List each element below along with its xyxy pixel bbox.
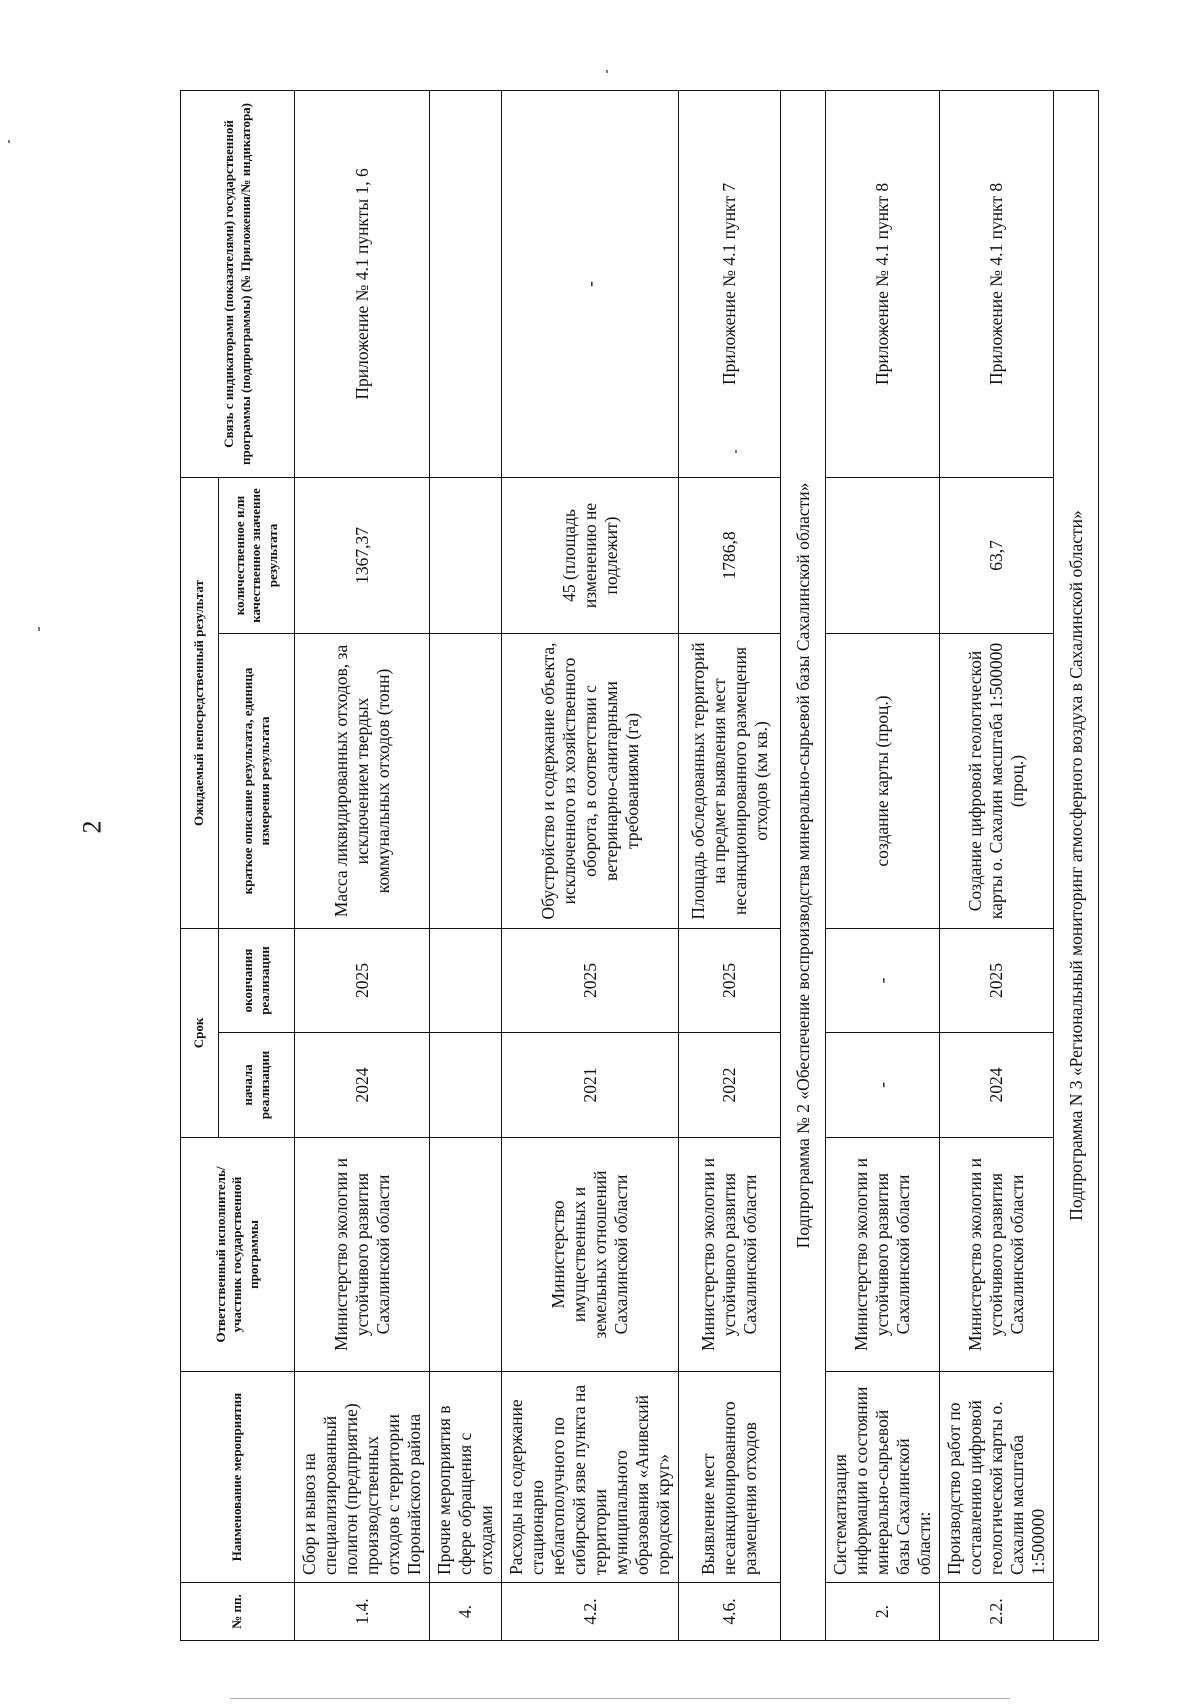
row-name: Расходы на содержание стационарно неблагополучного по сибирской язве пункта на территории муниципального образования «Анивский городской круг» xyxy=(502,1372,679,1583)
header-link: Связь с индикаторами (показателями) государственной программы (подпрограммы) (№ Приложения/№ индикатора) xyxy=(181,90,295,477)
header-executor: Ответственный исполнитель/участник государственной программы xyxy=(181,1138,295,1372)
row-num: 4. xyxy=(430,1583,502,1641)
row-executor: Министерство экологии и устойчивого развития Сахалинской области xyxy=(826,1138,940,1372)
page-number: 2 xyxy=(77,820,107,834)
row-start: 2021 xyxy=(502,1033,679,1138)
subprogram-row xyxy=(1054,90,1099,1640)
row-start: 2022 xyxy=(679,1033,781,1138)
row-link: Приложение № 4.1 пункт 8 xyxy=(940,90,1054,477)
row-num: 2.2. xyxy=(940,1583,1054,1641)
row-executor: Министерство экологии и устойчивого развития Сахалинской области xyxy=(679,1138,781,1372)
row-result-desc: Площадь обследованных территорий на предмет выявления мест несанкционированного размещения отходов (км кв.) xyxy=(679,633,781,928)
header-term: Срок xyxy=(181,928,219,1137)
scan-dot xyxy=(735,450,737,453)
row-link: Приложение № 4.1 пункт 7 xyxy=(679,90,781,477)
row-start: 2024 xyxy=(295,1033,430,1138)
row-result-value: 1367,37 xyxy=(295,477,430,633)
row-result-desc: Создание цифровой геологической карты о. Сахалин масштаба 1:500000 (проц.) xyxy=(940,633,1054,928)
row-result-value xyxy=(430,477,502,633)
header-result-value: количественное или качественное значение результата xyxy=(219,477,295,633)
row-result-desc xyxy=(430,633,502,928)
table-row xyxy=(940,90,1054,1640)
rotated-table-wrapper xyxy=(180,91,1086,1641)
row-start: - xyxy=(826,1033,940,1138)
header-result-desc: краткое описание результата, единица измерения результата xyxy=(219,633,295,928)
row-start xyxy=(430,1033,502,1138)
scan-dot xyxy=(8,140,10,143)
header-term-end: окончания реализации xyxy=(219,928,295,1032)
row-link: Приложение № 4.1 пункт 8 xyxy=(826,90,940,477)
row-num: 2. xyxy=(826,1583,940,1641)
row-executor: Министерство экологии и устойчивого развития Сахалинской области xyxy=(940,1138,1054,1372)
row-executor: Министерство имущественных и земельных отношений Сахалинской области xyxy=(502,1138,679,1372)
row-name: Систематизация информации о состоянии минерально-сырьевой базы Сахалинской области: xyxy=(826,1372,940,1583)
header-name: Наименование мероприятия xyxy=(181,1372,295,1583)
row-end: - xyxy=(826,928,940,1032)
row-end: 2025 xyxy=(295,928,430,1032)
row-end: 2025 xyxy=(940,928,1054,1032)
row-executor: Министерство экологии и устойчивого развития Сахалинской области xyxy=(295,1138,430,1372)
row-num: 4.6. xyxy=(679,1583,781,1641)
subprogram-title: Подпрограмма № 2 «Обеспечение воспроизводства минерально-сырьевой базы Сахалинской области» xyxy=(781,90,826,1640)
header-num: № пп. xyxy=(181,1583,295,1641)
activities-table xyxy=(180,90,1099,1641)
scan-dot xyxy=(606,70,608,73)
table-row xyxy=(295,90,430,1640)
row-result-desc: Обустройство и содержание объекта, исключенного из хозяйственного оборота, в соответствии с ветеринарно-санитарными требованиями (га) xyxy=(502,633,679,928)
row-end xyxy=(430,928,502,1032)
row-name: Прочие мероприятия в сфере обращения с отходами xyxy=(430,1372,502,1583)
row-link xyxy=(430,90,502,477)
row-result-value: 45 (площадь изменению не подлежит) xyxy=(502,477,679,633)
table-row xyxy=(430,90,502,1640)
row-name: Выявление мест несанкционированного размещения отходов xyxy=(679,1372,781,1583)
row-link: - xyxy=(502,90,679,477)
subprogram-title: Подпрограмма N 3 «Региональный мониторинг атмосферного воздуха в Сахалинской области» xyxy=(1054,90,1099,1640)
row-end: 2025 xyxy=(502,928,679,1032)
table-row xyxy=(826,90,940,1640)
scan-line xyxy=(230,1698,1010,1699)
row-name: Сбор и вывоз на специализированный полигон (предприятие) производственных отходов с территории Поронайского района xyxy=(295,1372,430,1583)
row-result-value xyxy=(826,477,940,633)
row-executor xyxy=(430,1138,502,1372)
table-row xyxy=(502,90,679,1640)
row-link: Приложение № 4.1 пункты 1, 6 xyxy=(295,90,430,477)
header-term-start: начала реализации xyxy=(219,1033,295,1138)
row-name: Производство работ по составлению цифровой геологической карты о. Сахалин масштаба 1:500000 xyxy=(940,1372,1054,1583)
row-num: 1.4. xyxy=(295,1583,430,1641)
row-result-value: 63,7 xyxy=(940,477,1054,633)
row-result-value: 1786,8 xyxy=(679,477,781,633)
header-result: Ожидаемый непосредственный результат xyxy=(181,477,219,928)
row-end: 2025 xyxy=(679,928,781,1032)
row-result-desc: создание карты (проц.) xyxy=(826,633,940,928)
row-result-desc: Масса ликвидированных отходов, за исключением твердых коммунальных отходов (тонн) xyxy=(295,633,430,928)
scan-dot xyxy=(38,627,40,631)
row-num: 4.2. xyxy=(502,1583,679,1641)
row-start: 2024 xyxy=(940,1033,1054,1138)
table-row xyxy=(679,90,781,1640)
subprogram-row xyxy=(781,90,826,1640)
